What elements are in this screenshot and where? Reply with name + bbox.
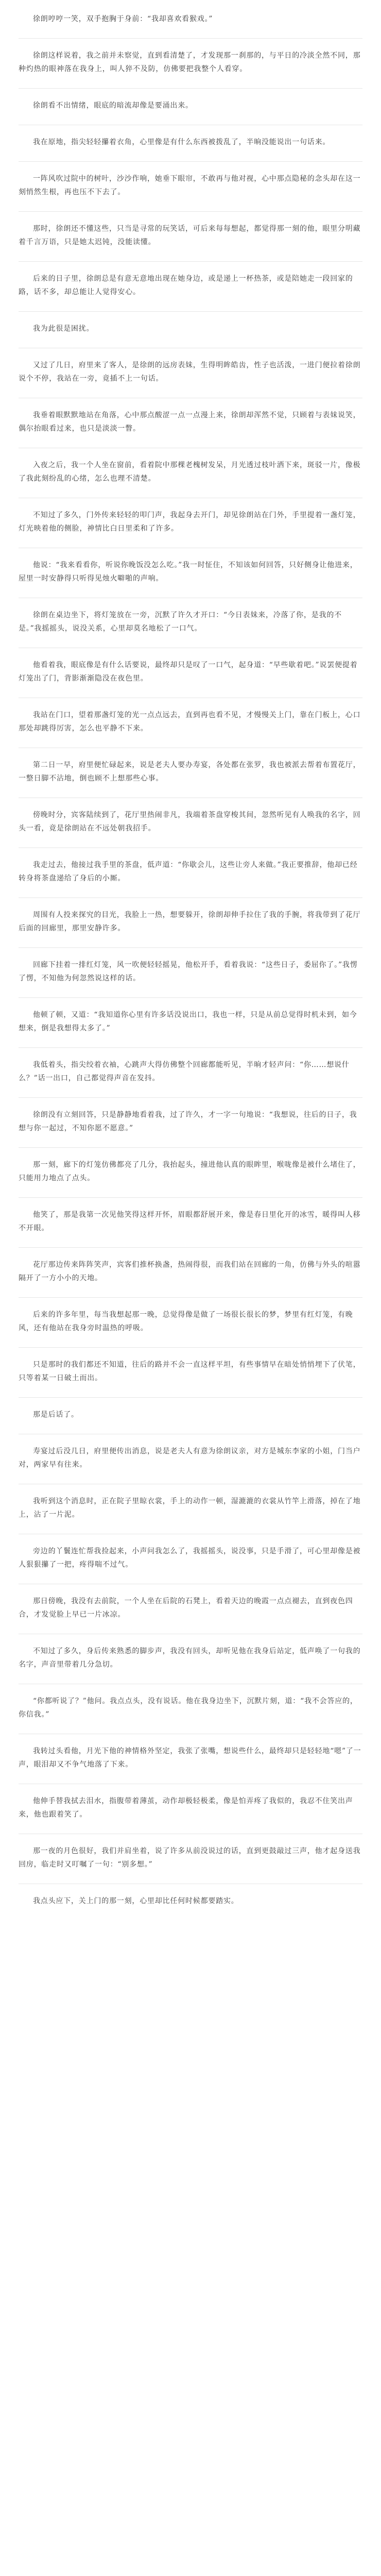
- paragraph: 他看着我，眼底像是有什么话要说，最终却只是叹了一口气，起身道：“早些歇着吧。”说罢便提着灯笼出了门，背影渐渐隐没在夜色里。: [19, 655, 362, 698]
- paragraph: 那一夜的月色很好，我们并肩坐着，说了许多从前没说过的话，直到更鼓敲过三声，他才起身送我回房，临走时又叮嘱了一句：“别多想。”: [19, 1841, 362, 1884]
- paragraph: 我为此很是困扰。: [19, 319, 362, 348]
- paragraph: 只是那时的我们都还不知道，往后的路并不会一直这样平坦，有些事情早在暗处悄悄埋下了伏笔，只等着某一日破土而出。: [19, 1355, 362, 1398]
- paragraph: 徐朗在桌边坐下，将灯笼放在一旁，沉默了许久才开口：“今日表妹来，冷落了你，是我的不是。”我摇摇头，说没关系，心里却莫名地松了一口气。: [19, 605, 362, 648]
- paragraph: 周围有人投来探究的目光，我脸上一热，想要躲开，徐朗却伸手拉住了我的手腕，将我带到了花厅后面的回廊里，那里安静许多。: [19, 905, 362, 948]
- paragraph: 那一刻，廊下的灯笼仿佛都亮了几分，我抬起头，撞进他认真的眼眸里，喉咙像是被什么堵住了，只能用力地点了点头。: [19, 1155, 362, 1198]
- paragraph: 花厅那边传来阵阵笑声，宾客们推杯换盏，热闹得很，而我们站在回廊的一角，仿佛与外头的喧嚣隔开了一方小小的天地。: [19, 1255, 362, 1298]
- paragraph: 我听到这个消息时，正在院子里晾衣裳，手上的动作一顿，湿漉漉的衣裳从竹竿上滑落，掉在了地上，沾了一片泥。: [19, 1492, 362, 1534]
- paragraph: 不知过了多久，身后传来熟悉的脚步声，我没有回头，却听见他在我身后站定，低声唤了一句我的名字，声音里带着几分急切。: [19, 1641, 362, 1684]
- paragraph: 旁边的丫鬟连忙帮我捡起来，小声问我怎么了，我摇摇头，说没事，只是手滑了，可心里却像是被人狠狠攥了一把，疼得喘不过气。: [19, 1541, 362, 1584]
- paragraph: 徐朗没有立刻回答，只是静静地看着我，过了许久，才一字一句地说：“我想说，往后的日子，我想与你一起过，不知你愿不愿意。”: [19, 1105, 362, 1148]
- paragraph: 他伸手替我拭去泪水，指腹带着薄茧，动作却极轻极柔，像是怕弄疼了我似的，我忍不住笑出声来，他也跟着笑了。: [19, 1791, 362, 1834]
- paragraph: 回廊下挂着一排红灯笼，风一吹便轻轻摇晃，他松开手，看着我说：“这些日子，委屈你了。”我愣了愣，不知他为何忽然说这样的话。: [19, 955, 362, 998]
- paragraph: 那时，徐朗还不懂这些，只当是寻常的玩笑话，可后来每每想起，都觉得那一刻的他，眼里分明藏着千言万语，只是她太迟钝，没能读懂。: [19, 219, 362, 262]
- paragraph: 他顿了顿，又道：“我知道你心里有许多话没说出口，我也一样，只是从前总觉得时机未到，如今想来，倒是我想得太多了。”: [19, 1005, 362, 1048]
- paragraph: 第二日一早，府里便忙碌起来，说是老夫人要办寿宴，各处都在张罗，我也被派去帮着布置花厅，一整日脚不沾地，倒也顾不上想那些心事。: [19, 755, 362, 798]
- paragraph: 不知过了多久，门外传来轻轻的叩门声，我起身去开门，却见徐朗站在门外，手里提着一盏灯笼，灯光映着他的侧脸，神情比白日里柔和了许多。: [19, 505, 362, 548]
- paragraph: 徐朗这样说着，我之前并未察觉，直到看清楚了，才发现那一刹那的，与平日的冷淡全然不同，那种灼热的眼神落在我身上，叫人猝不及防，仿佛要把我整个人看穿。: [19, 46, 362, 89]
- paragraph: 傍晚时分，宾客陆续到了，花厅里热闹非凡，我端着茶盘穿梭其间，忽然听见有人唤我的名字，回头一看，竟是徐朗站在不远处朝我招手。: [19, 805, 362, 848]
- paragraph: “你都听说了？”他问。我点点头，没有说话。他在我身边坐下，沉默片刻，道：“我不会答应的，你信我。”: [19, 1691, 362, 1734]
- paragraph: 后来的许多年里，每当我想起那一晚，总觉得像是做了一场很长很长的梦，梦里有红灯笼，有晚风，还有他站在我身旁时温热的呼吸。: [19, 1305, 362, 1348]
- paragraph: 入夜之后，我一个人坐在窗前，看着院中那棵老槐树发呆，月光透过枝叶洒下来，斑驳一片，像极了我此刻纷乱的心绪，怎么也理不清楚。: [19, 455, 362, 498]
- paragraph: 又过了几日，府里来了客人，是徐朗的远房表妹，生得明眸皓齿，性子也活泼，一进门便拉着徐朗说个不停，我站在一旁，竟插不上一句话。: [19, 355, 362, 398]
- paragraph: 寿宴过后没几日，府里便传出消息，说是老夫人有意为徐朗议亲，对方是城东李家的小姐，门当户对，两家早有往来。: [19, 1442, 362, 1484]
- paragraph: 徐朗看不出情绪，眼底的暗流却像是要涌出来。: [19, 96, 362, 125]
- paragraph: 我站在门口，望着那盏灯笼的光一点点远去，直到再也看不见，才慢慢关上门，靠在门板上，心口那处却跳得厉害，怎么也平静不下来。: [19, 705, 362, 748]
- paragraph: 一阵风吹过院中的树叶，沙沙作响，她垂下眼帘，不敢再与他对视，心中那点隐秘的念头却在这一刻悄然生根，再也压不下去了。: [19, 169, 362, 212]
- paragraph: 我在原地，指尖轻轻攥着衣角，心里像是有什么东西被拨乱了，半晌没能说出一句话来。: [19, 132, 362, 162]
- paragraph: 我走过去，他接过我手里的茶盘，低声道：“你歇会儿，这些让旁人来做。”我正要推辞，他却已经转身将茶盘递给了身后的小厮。: [19, 855, 362, 898]
- paragraph: 他说：“我来看看你，听说你晚饭没怎么吃。”我一时怔住，不知该如何回答，只好侧身让他进来，屋里一时安静得只听得见烛火噼啪的声响。: [19, 555, 362, 598]
- paragraph: 我低着头，指尖绞着衣袖，心跳声大得仿佛整个回廊都能听见，半晌才轻声问：“你……想说什么？”话一出口，自己都觉得声音在发抖。: [19, 1055, 362, 1098]
- paragraph: 他笑了，那是我第一次见他笑得这样开怀，眉眼都舒展开来，像是春日里化开的冰雪，暖得叫人移不开眼。: [19, 1205, 362, 1248]
- paragraph-list: [19, 9, 362, 1920]
- paragraph: 那日傍晚，我没有去前院，一个人坐在后院的石凳上，看着天边的晚霞一点点褪去，直到夜色四合，才发觉脸上早已一片冰凉。: [19, 1591, 362, 1634]
- paragraph: 那是后话了。: [19, 1405, 362, 1434]
- paragraph: 徐朗哼哼一笑，双手抱胸于身前：“我却喜欢看猴戏。”: [19, 9, 362, 39]
- paragraph: 后来的日子里，徐朗总是有意无意地出现在她身边，或是递上一杯热茶，或是陪她走一段回家的路，话不多，却总能让人觉得安心。: [19, 269, 362, 312]
- paragraph: 我点头应下，关上门的那一刻，心里却比任何时候都要踏实。: [33, 1897, 239, 1905]
- paragraph: 我垂着眼默默地站在角落，心中那点酸涩一点一点漫上来，徐朗却浑然不觉，只顾着与表妹说笑，偶尔抬眼看过来，也只是淡淡一瞥。: [19, 405, 362, 448]
- paragraph: 我转过头看他，月光下他的神情格外坚定，我张了张嘴，想说些什么，最终却只是轻轻地“嗯”了一声，眼泪却又不争气地落了下来。: [19, 1741, 362, 1784]
